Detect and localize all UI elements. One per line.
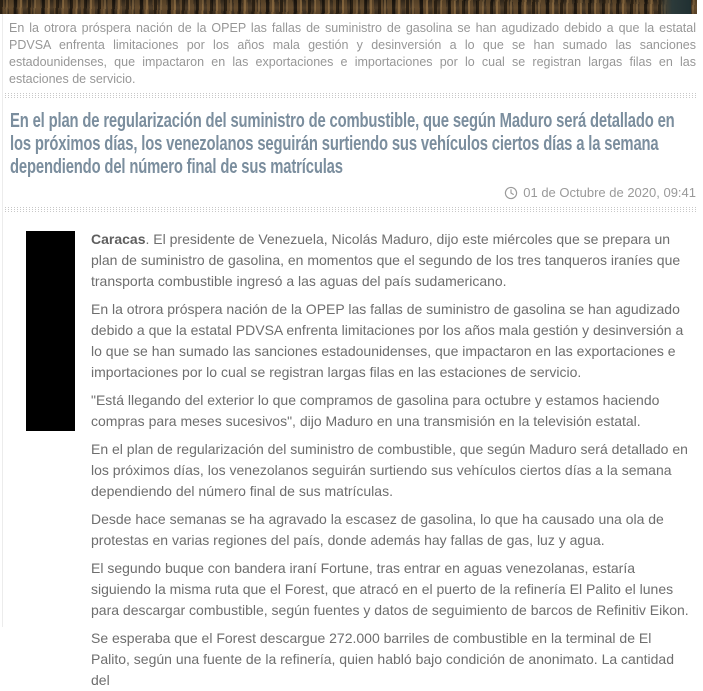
article-paragraph: Se esperaba que el Forest descargue 272.000 barriles de combustible en la terminal de El Palito, según una fuente de la refinería, quien habló bajo condición de anonimato. La cantidad del: [91, 630, 674, 688]
hero-photo-strip: [0, 0, 697, 14]
dotted-divider-top: [2, 93, 697, 99]
article-timestamp: 01 de Octubre de 2020, 09:41: [523, 185, 696, 200]
photo-caption: En la otrora próspera nación de la OPEP las fallas de suministro de gasolina se han agudizado debido a que la estatal PDVSA enfrenta limitaciones por los años mala gestión y desinversión a lo que se han sumado las sanciones estadounidenses, que impactaron en las exportaciones e importaciones por lo cual se registran largas filas en las estaciones de servicio.: [9, 21, 696, 86]
article-paragraph: Desde hace semanas se ha agravado la escasez de gasolina, lo que ha causado una ola de protestas en varias regiones del país, donde además hay fallas de gas, luz y agua.: [91, 511, 664, 548]
paragraph-text: . El presidente de Venezuela, Nicolás Maduro, dijo este miércoles que se prepara un plan de suministro de gasolina, en momentos que el segundo de los tres tanqueros iraníes que transporta combustible ingresó a las aguas del país sudamericano.: [91, 231, 681, 289]
article-paragraph: El segundo buque con bandera iraní Fortune, tras entrar en aguas venezolanas, estaría siguiendo la misma ruta que el Forest, que atracó en el puerto de la refinería El Palito el lunes para descargar combustible, según fuentes y datos de seguimiento de barcos de Refinitiv Eikon.: [91, 560, 689, 618]
dotted-divider-bottom: [2, 207, 697, 213]
clock-icon: [504, 186, 518, 200]
article-body: [0, 229, 703, 691]
article-paragraph: "Está llegando del exterior lo que compramos de gasolina para octubre y estamos haciendo compras para meses sucesivos", dijo Maduro en una transmisión en la televisión estatal.: [91, 392, 660, 429]
article-paragraph: En el plan de regularización del suministro de combustible, que según Maduro será detallado en los próximos días, los venezolanos seguirán surtiendo sus vehículos ciertos días a la semana dependiendo del número final de sus matrículas.: [91, 441, 688, 499]
article-media-placeholder: [26, 231, 75, 431]
dateline: Caracas: [91, 231, 146, 247]
article-meta-row: [0, 185, 696, 201]
article-headline: En el plan de regularización del suministro de combustible, que según Maduro será detallado en los próximos días, los venezolanos seguirán surtiendo sus vehículos ciertos días a la semana dependiendo del número final de sus matrículas: [10, 110, 675, 178]
article-paragraph: En la otrora próspera nación de la OPEP las fallas de suministro de gasolina se han agudizado debido a que la estatal PDVSA enfrenta limitaciones por los años mala gestión y desinversión a lo que se han sumado las sanciones estadounidenses, que impactaron en las exportaciones e importaciones por lo cual se registran largas filas en las estaciones de servicio.: [91, 301, 684, 380]
article-paragraph: [91, 229, 693, 292]
